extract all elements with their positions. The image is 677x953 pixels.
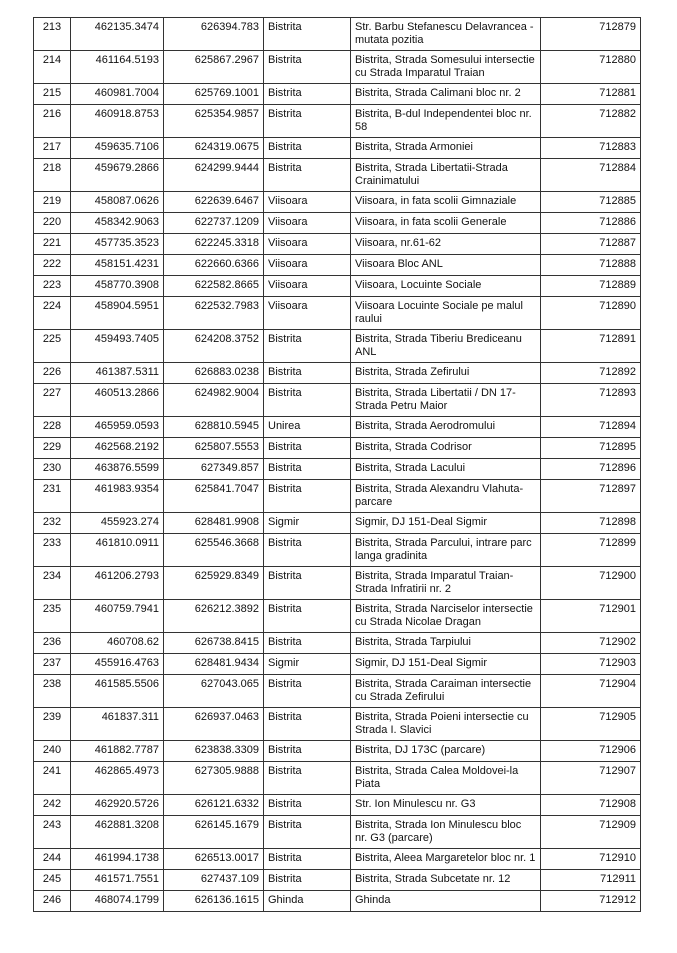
- address-cell: Bistrita, Strada Lacului: [351, 459, 541, 480]
- coord-x-cell: 458904.5951: [71, 297, 164, 330]
- code-cell: 712907: [541, 762, 641, 795]
- address-cell: Bistrita, Strada Caraiman intersectie cu Strada Zefirului: [351, 675, 541, 708]
- code-cell: 712899: [541, 534, 641, 567]
- table-row: [34, 633, 641, 654]
- locality-cell: Viisoara: [264, 213, 351, 234]
- locality-cell: Bistrita: [264, 870, 351, 891]
- table-row: [34, 297, 641, 330]
- table-row: [34, 138, 641, 159]
- locality-cell: Bistrita: [264, 633, 351, 654]
- locality-cell: Unirea: [264, 417, 351, 438]
- address-cell: Bistrita, Strada Tiberiu Brediceanu ANL: [351, 330, 541, 363]
- code-cell: 712889: [541, 276, 641, 297]
- coord-x-cell: 459635.7106: [71, 138, 164, 159]
- coord-y-cell: 627437.109: [164, 870, 264, 891]
- coord-y-cell: 626121.6332: [164, 795, 264, 816]
- row-number-cell: 231: [34, 480, 71, 513]
- coord-y-cell: 626136.1615: [164, 891, 264, 912]
- table-row: [34, 708, 641, 741]
- table-row: [34, 762, 641, 795]
- coord-x-cell: 468074.1799: [71, 891, 164, 912]
- address-cell: Bistrita, Strada Narciselor intersectie cu Strada Nicolae Dragan: [351, 600, 541, 633]
- locality-cell: Sigmir: [264, 513, 351, 534]
- table-row: [34, 849, 641, 870]
- coord-y-cell: 626937.0463: [164, 708, 264, 741]
- table-row: [34, 363, 641, 384]
- coord-y-cell: 626212.3892: [164, 600, 264, 633]
- row-number-cell: 216: [34, 105, 71, 138]
- code-cell: 712880: [541, 51, 641, 84]
- locality-cell: Bistrita: [264, 480, 351, 513]
- locality-cell: Bistrita: [264, 849, 351, 870]
- locality-cell: Bistrita: [264, 567, 351, 600]
- coord-x-cell: 465959.0593: [71, 417, 164, 438]
- coord-x-cell: 461164.5193: [71, 51, 164, 84]
- coord-y-cell: 626738.8415: [164, 633, 264, 654]
- table-row: [34, 18, 641, 51]
- code-cell: 712903: [541, 654, 641, 675]
- row-number-cell: 223: [34, 276, 71, 297]
- coord-x-cell: 461387.5311: [71, 363, 164, 384]
- locality-cell: Viisoara: [264, 234, 351, 255]
- row-number-cell: 238: [34, 675, 71, 708]
- table-row: [34, 276, 641, 297]
- coord-x-cell: 458087.0626: [71, 192, 164, 213]
- coord-x-cell: 460513.2866: [71, 384, 164, 417]
- table-row: [34, 795, 641, 816]
- locality-cell: Viisoara: [264, 297, 351, 330]
- locality-cell: Bistrita: [264, 105, 351, 138]
- coord-y-cell: 624982.9004: [164, 384, 264, 417]
- code-cell: 712884: [541, 159, 641, 192]
- coord-y-cell: 622245.3318: [164, 234, 264, 255]
- coord-x-cell: 461571.7551: [71, 870, 164, 891]
- coord-y-cell: 628481.9434: [164, 654, 264, 675]
- address-cell: Viisoara, Locuinte Sociale: [351, 276, 541, 297]
- table-row: [34, 816, 641, 849]
- table-row: [34, 213, 641, 234]
- address-cell: Bistrita, Strada Calea Moldovei-la Piata: [351, 762, 541, 795]
- table-row: [34, 234, 641, 255]
- code-cell: 712894: [541, 417, 641, 438]
- table-row: [34, 438, 641, 459]
- address-cell: Bistrita, Strada Codrisor: [351, 438, 541, 459]
- code-cell: 712879: [541, 18, 641, 51]
- locality-cell: Bistrita: [264, 762, 351, 795]
- table-row: [34, 384, 641, 417]
- row-number-cell: 235: [34, 600, 71, 633]
- coord-y-cell: 625929.8349: [164, 567, 264, 600]
- locations-table: [33, 17, 641, 912]
- locality-cell: Viisoara: [264, 192, 351, 213]
- table-row: [34, 870, 641, 891]
- locality-cell: Bistrita: [264, 534, 351, 567]
- code-cell: 712910: [541, 849, 641, 870]
- coord-y-cell: 625354.9857: [164, 105, 264, 138]
- code-cell: 712888: [541, 255, 641, 276]
- row-number-cell: 245: [34, 870, 71, 891]
- address-cell: Bistrita, Strada Alexandru Vlahuta-parcare: [351, 480, 541, 513]
- coord-x-cell: 460708.62: [71, 633, 164, 654]
- coord-x-cell: 462920.5726: [71, 795, 164, 816]
- locality-cell: Bistrita: [264, 18, 351, 51]
- locality-cell: Bistrita: [264, 438, 351, 459]
- table-row: [34, 459, 641, 480]
- coord-x-cell: 461882.7787: [71, 741, 164, 762]
- table-row: [34, 654, 641, 675]
- coord-x-cell: 458342.9063: [71, 213, 164, 234]
- code-cell: 712881: [541, 84, 641, 105]
- address-cell: Bistrita, Strada Libertatii / DN 17-Strada Petru Maior: [351, 384, 541, 417]
- code-cell: 712893: [541, 384, 641, 417]
- locality-cell: Bistrita: [264, 51, 351, 84]
- coord-y-cell: 622660.6366: [164, 255, 264, 276]
- locality-cell: Bistrita: [264, 363, 351, 384]
- address-cell: Bistrita, Strada Libertatii-Strada Crainimatului: [351, 159, 541, 192]
- coord-x-cell: 462881.3208: [71, 816, 164, 849]
- address-cell: Ghinda: [351, 891, 541, 912]
- address-cell: Sigmir, DJ 151-Deal Sigmir: [351, 654, 541, 675]
- table-row: [34, 741, 641, 762]
- row-number-cell: 225: [34, 330, 71, 363]
- locality-cell: Bistrita: [264, 138, 351, 159]
- locality-cell: Viisoara: [264, 276, 351, 297]
- table-row: [34, 480, 641, 513]
- address-cell: Bistrita, Strada Aerodromului: [351, 417, 541, 438]
- table-row: [34, 159, 641, 192]
- row-number-cell: 215: [34, 84, 71, 105]
- coord-y-cell: 626394.783: [164, 18, 264, 51]
- locality-cell: Bistrita: [264, 816, 351, 849]
- coord-x-cell: 461810.0911: [71, 534, 164, 567]
- row-number-cell: 237: [34, 654, 71, 675]
- locality-cell: Bistrita: [264, 330, 351, 363]
- address-cell: Viisoara, nr.61-62: [351, 234, 541, 255]
- table-row: [34, 51, 641, 84]
- code-cell: 712890: [541, 297, 641, 330]
- coord-y-cell: 628810.5945: [164, 417, 264, 438]
- coord-y-cell: 624319.0675: [164, 138, 264, 159]
- code-cell: 712901: [541, 600, 641, 633]
- code-cell: 712908: [541, 795, 641, 816]
- row-number-cell: 228: [34, 417, 71, 438]
- coord-y-cell: 626883.0238: [164, 363, 264, 384]
- code-cell: 712898: [541, 513, 641, 534]
- address-cell: Bistrita, Aleea Margaretelor bloc nr. 1: [351, 849, 541, 870]
- table-row: [34, 513, 641, 534]
- address-cell: Viisoara Locuinte Sociale pe malul raului: [351, 297, 541, 330]
- address-cell: Bistrita, Strada Zefirului: [351, 363, 541, 384]
- address-cell: Bistrita, Strada Calimani bloc nr. 2: [351, 84, 541, 105]
- coord-x-cell: 463876.5599: [71, 459, 164, 480]
- coord-x-cell: 461837.311: [71, 708, 164, 741]
- address-cell: Str. Ion Minulescu nr. G3: [351, 795, 541, 816]
- coord-x-cell: 455923.274: [71, 513, 164, 534]
- address-cell: Bistrita, Strada Parcului, intrare parc langa gradinita: [351, 534, 541, 567]
- coord-y-cell: 622532.7983: [164, 297, 264, 330]
- table-row: [34, 84, 641, 105]
- coord-y-cell: 626513.0017: [164, 849, 264, 870]
- row-number-cell: 234: [34, 567, 71, 600]
- code-cell: 712902: [541, 633, 641, 654]
- locality-cell: Viisoara: [264, 255, 351, 276]
- row-number-cell: 218: [34, 159, 71, 192]
- code-cell: 712897: [541, 480, 641, 513]
- address-cell: Viisoara, in fata scolii Gimnaziale: [351, 192, 541, 213]
- coord-x-cell: 458151.4231: [71, 255, 164, 276]
- coord-x-cell: 462865.4973: [71, 762, 164, 795]
- coord-y-cell: 625807.5553: [164, 438, 264, 459]
- row-number-cell: 236: [34, 633, 71, 654]
- address-cell: Bistrita, Strada Subcetate nr. 12: [351, 870, 541, 891]
- row-number-cell: 232: [34, 513, 71, 534]
- locality-cell: Bistrita: [264, 795, 351, 816]
- row-number-cell: 239: [34, 708, 71, 741]
- table-row: [34, 600, 641, 633]
- coord-x-cell: 461585.5506: [71, 675, 164, 708]
- address-cell: Sigmir, DJ 151-Deal Sigmir: [351, 513, 541, 534]
- coord-x-cell: 459679.2866: [71, 159, 164, 192]
- code-cell: 712906: [541, 741, 641, 762]
- address-cell: Bistrita, Strada Tarpiului: [351, 633, 541, 654]
- coord-y-cell: 628481.9908: [164, 513, 264, 534]
- table-row: [34, 255, 641, 276]
- code-cell: 712883: [541, 138, 641, 159]
- row-number-cell: 221: [34, 234, 71, 255]
- code-cell: 712905: [541, 708, 641, 741]
- address-cell: Str. Barbu Stefanescu Delavrancea - mutata pozitia: [351, 18, 541, 51]
- coord-y-cell: 623838.3309: [164, 741, 264, 762]
- locality-cell: Bistrita: [264, 675, 351, 708]
- coord-x-cell: 455916.4763: [71, 654, 164, 675]
- table-row: [34, 330, 641, 363]
- code-cell: 712891: [541, 330, 641, 363]
- coord-y-cell: 627043.065: [164, 675, 264, 708]
- locality-cell: Bistrita: [264, 459, 351, 480]
- table-row: [34, 105, 641, 138]
- address-cell: Bistrita, Strada Imparatul Traian-Strada Infratirii nr. 2: [351, 567, 541, 600]
- coord-x-cell: 457735.3523: [71, 234, 164, 255]
- table-row: [34, 192, 641, 213]
- row-number-cell: 242: [34, 795, 71, 816]
- coord-y-cell: 622737.1209: [164, 213, 264, 234]
- coord-y-cell: 622639.6467: [164, 192, 264, 213]
- coord-y-cell: 627349.857: [164, 459, 264, 480]
- address-cell: Bistrita, B-dul Independentei bloc nr. 58: [351, 105, 541, 138]
- address-cell: Bistrita, Strada Poieni intersectie cu Strada I. Slavici: [351, 708, 541, 741]
- coord-x-cell: 458770.3908: [71, 276, 164, 297]
- code-cell: 712885: [541, 192, 641, 213]
- row-number-cell: 220: [34, 213, 71, 234]
- coord-x-cell: 460759.7941: [71, 600, 164, 633]
- coord-x-cell: 460918.8753: [71, 105, 164, 138]
- code-cell: 712895: [541, 438, 641, 459]
- table-row: [34, 417, 641, 438]
- coord-y-cell: 625769.1001: [164, 84, 264, 105]
- row-number-cell: 226: [34, 363, 71, 384]
- address-cell: Viisoara Bloc ANL: [351, 255, 541, 276]
- coord-x-cell: 461994.1738: [71, 849, 164, 870]
- coord-y-cell: 622582.8665: [164, 276, 264, 297]
- row-number-cell: 246: [34, 891, 71, 912]
- table-row: [34, 534, 641, 567]
- address-cell: Viisoara, in fata scolii Generale: [351, 213, 541, 234]
- address-cell: Bistrita, Strada Ion Minulescu bloc nr. G3 (parcare): [351, 816, 541, 849]
- coord-x-cell: 461206.2793: [71, 567, 164, 600]
- row-number-cell: 243: [34, 816, 71, 849]
- row-number-cell: 224: [34, 297, 71, 330]
- coord-y-cell: 624208.3752: [164, 330, 264, 363]
- row-number-cell: 214: [34, 51, 71, 84]
- table-row: [34, 891, 641, 912]
- row-number-cell: 222: [34, 255, 71, 276]
- row-number-cell: 219: [34, 192, 71, 213]
- row-number-cell: 240: [34, 741, 71, 762]
- row-number-cell: 229: [34, 438, 71, 459]
- code-cell: 712896: [541, 459, 641, 480]
- code-cell: 712886: [541, 213, 641, 234]
- code-cell: 712904: [541, 675, 641, 708]
- row-number-cell: 217: [34, 138, 71, 159]
- address-cell: Bistrita, Strada Somesului intersectie cu Strada Imparatul Traian: [351, 51, 541, 84]
- code-cell: 712912: [541, 891, 641, 912]
- locality-cell: Bistrita: [264, 159, 351, 192]
- coord-x-cell: 462568.2192: [71, 438, 164, 459]
- table-row: [34, 675, 641, 708]
- locality-cell: Bistrita: [264, 384, 351, 417]
- code-cell: 712909: [541, 816, 641, 849]
- code-cell: 712882: [541, 105, 641, 138]
- locality-cell: Ghinda: [264, 891, 351, 912]
- address-cell: Bistrita, DJ 173C (parcare): [351, 741, 541, 762]
- coord-y-cell: 627305.9888: [164, 762, 264, 795]
- code-cell: 712887: [541, 234, 641, 255]
- address-cell: Bistrita, Strada Armoniei: [351, 138, 541, 159]
- row-number-cell: 227: [34, 384, 71, 417]
- coord-y-cell: 625841.7047: [164, 480, 264, 513]
- coord-y-cell: 624299.9444: [164, 159, 264, 192]
- code-cell: 712892: [541, 363, 641, 384]
- coord-x-cell: 460981.7004: [71, 84, 164, 105]
- locality-cell: Bistrita: [264, 708, 351, 741]
- locality-cell: Bistrita: [264, 741, 351, 762]
- coord-y-cell: 626145.1679: [164, 816, 264, 849]
- locality-cell: Sigmir: [264, 654, 351, 675]
- row-number-cell: 244: [34, 849, 71, 870]
- row-number-cell: 241: [34, 762, 71, 795]
- row-number-cell: 233: [34, 534, 71, 567]
- locality-cell: Bistrita: [264, 600, 351, 633]
- row-number-cell: 213: [34, 18, 71, 51]
- coord-y-cell: 625867.2967: [164, 51, 264, 84]
- coord-x-cell: 461983.9354: [71, 480, 164, 513]
- coord-x-cell: 462135.3474: [71, 18, 164, 51]
- locality-cell: Bistrita: [264, 84, 351, 105]
- table-row: [34, 567, 641, 600]
- code-cell: 712900: [541, 567, 641, 600]
- coord-y-cell: 625546.3668: [164, 534, 264, 567]
- coord-x-cell: 459493.7405: [71, 330, 164, 363]
- code-cell: 712911: [541, 870, 641, 891]
- row-number-cell: 230: [34, 459, 71, 480]
- table-body: [34, 18, 641, 912]
